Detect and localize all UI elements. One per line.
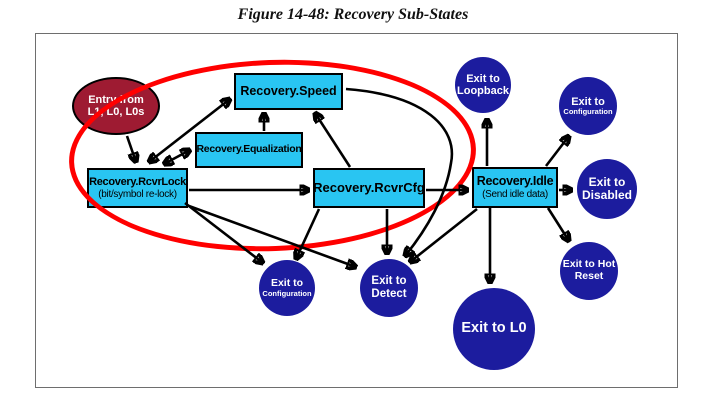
- exit-disabled-line1: Exit to: [588, 174, 626, 189]
- entry-label-line1: Entry from: [88, 93, 144, 106]
- exit-to-hot-reset-node: [560, 242, 618, 300]
- exit-configuration-top-line2: Configuration: [563, 106, 613, 116]
- exit-l0-label: Exit to L0: [461, 320, 527, 337]
- exit-to-configuration-bottom-node: [259, 260, 315, 316]
- entry-label-line2: L1, L0, L0s: [87, 106, 145, 118]
- recovery-rcvrcfg-label: Recovery.RcvrCfg: [313, 179, 425, 195]
- recovery-rcvrlock-label: Recovery.RcvrLock: [89, 176, 186, 189]
- recovery-equalization-label: Recovery.Equalization: [196, 143, 302, 156]
- exit-hot-reset-line2: Reset: [574, 270, 604, 282]
- recovery-rcvrlock-sublabel: (bit/symbol re-lock): [98, 188, 177, 200]
- recovery-idle-label: Recovery.Idle: [476, 174, 554, 189]
- exit-loopback-line2: Loopback: [457, 85, 509, 97]
- exit-to-configuration-top-node: [559, 77, 617, 135]
- exit-detect-line1: Exit to: [371, 275, 407, 288]
- recovery-speed-label: Recovery.Speed: [240, 83, 337, 98]
- exit-detect-line2: Detect: [371, 288, 407, 300]
- exit-disabled-line2: Disabled: [581, 188, 632, 202]
- exit-to-l0-node: [453, 288, 535, 370]
- exit-configuration-top-line1: Exit to: [571, 95, 605, 108]
- exit-to-detect-node: [360, 259, 418, 317]
- exit-loopback-line1: Exit to: [466, 72, 500, 85]
- exit-configuration-bottom-line2: Configuration: [262, 288, 312, 298]
- exit-configuration-bottom-line1: Exit to: [270, 277, 304, 290]
- exit-to-disabled-node: [577, 159, 637, 219]
- exit-hot-reset-line1: Exit to Hot: [562, 258, 616, 271]
- recovery-idle-node: [472, 167, 558, 208]
- recovery-idle-sublabel: (Send idle data): [482, 188, 548, 200]
- exit-to-loopback-node: [455, 57, 511, 113]
- figure-title: Figure 14-48: Recovery Sub-States: [237, 6, 469, 23]
